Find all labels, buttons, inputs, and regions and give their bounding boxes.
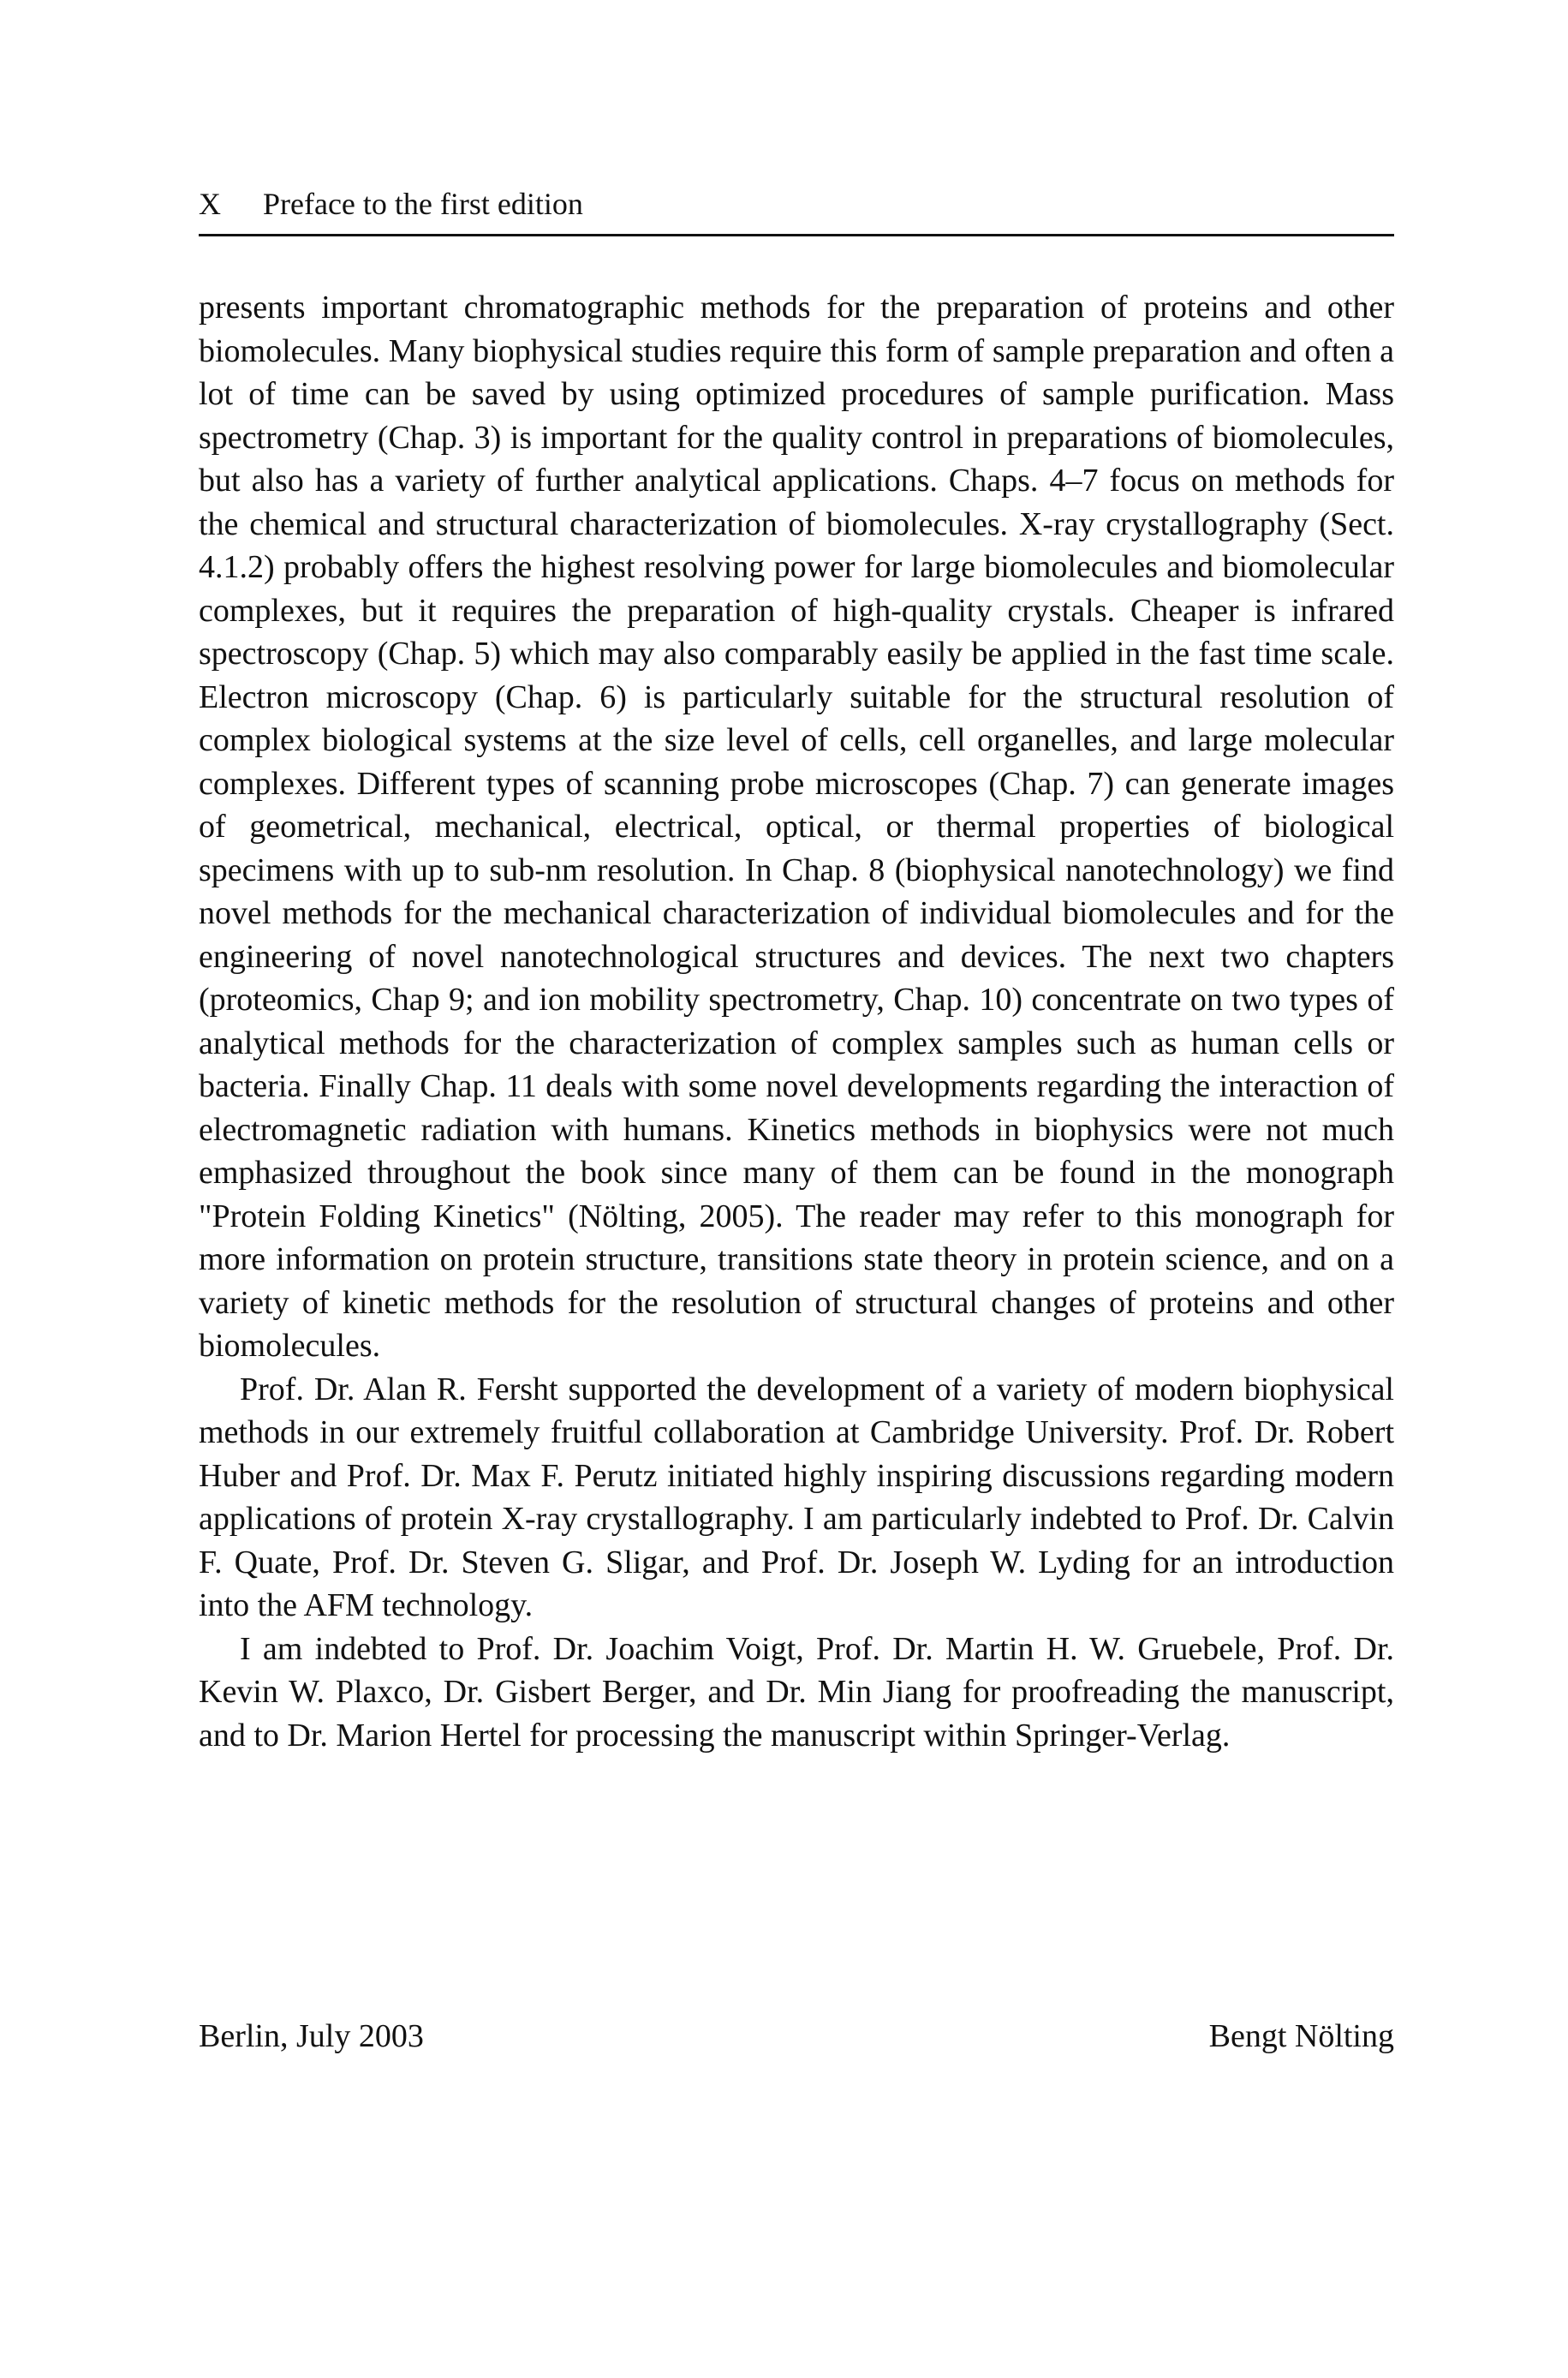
author-name: Bengt Nölting xyxy=(1208,2018,1394,2054)
signature-block xyxy=(199,2015,1394,2058)
page-number: X xyxy=(199,187,221,221)
paragraph-acknowledgments-collaborators: Prof. Dr. Alan R. Fersht supported the development of a variety of modern biophysical methods in our extremely fruitful collaboration at Cambridge University. Prof. Dr. Robert Huber and Prof. Dr. Max F. Perutz initiated highly inspiring discussions regarding modern applications of protein X-ray crystallography. I am particularly indebted to Prof. Dr. Calvin F. Quate, Prof. Dr. Steven G. Sligar, and Prof. Dr. Joseph W. Lyding for an introduction into the AFM technology. xyxy=(199,1371,1394,1623)
paragraph-methods-overview: presents important chromatographic methods for the preparation of proteins and other biomolecules. Many biophysical studies require this form of sample preparation and often a lot of time can be saved by using optimized procedures of sample purification. Mass spectrometry (Chap. 3) is important for the quality control in preparations of biomolecules, but also has a variety of further analytical applications. Chaps. 4–7 focus on methods for the chemical and structural characterization of biomolecules. X-ray crystallography (Sect. 4.1.2) probably offers the highest resolving power for large biomolecules and biomolecular complexes, but it requires the preparation of high-quality crystals. Cheaper is infrared spectroscopy (Chap. 5) which may also comparably easily be applied in the fast time scale. Electron microscopy (Chap. 6) is particularly suitable for the structural resolution of complex biological systems at the size level of cells, cell organelles, and large molecular complexes. Different types of scanning probe microscopes (Chap. 7) can generate images of geometrical, mechanical, electrical, optical, or thermal properties of biological specimens with up to sub-nm resolution. In Chap. 8 (biophysical nanotechnology) we find novel methods for the mechanical characterization of individual biomolecules and for the engineering of novel nanotechnological structures and devices. The next two chapters (proteomics, Chap 9; and ion mobility spectrometry, Chap. 10) concentrate on two types of analytical methods for the characterization of complex samples such as human cells or bacteria. Finally Chap. 11 deals with some novel developments regarding the interaction of electromagnetic radiation with humans. Kinetics methods in biophysics were not much emphasized throughout the book since many of them can be found in the monograph "Protein Folding Kinetics" (Nölting, 2005). The reader may refer to this monograph for more information on protein structure, transitions state theory in protein science, and on a variety of kinetic methods for the resolution of structural changes of proteins and other biomolecules. xyxy=(199,290,1394,1364)
paragraph-acknowledgments-proofreading: I am indebted to Prof. Dr. Joachim Voigt, Prof. Dr. Martin H. W. Gruebele, Prof. Dr. Kevin W. Plaxco, Dr. Gisbert Berger, and Dr. Min Jiang for proofreading the manuscript, and to Dr. Marion Hertel for processing the manuscript within Springer-Verlag. xyxy=(199,1630,1394,1754)
header-section-title: Preface to the first edition xyxy=(263,187,583,221)
place-date: Berlin, July 2003 xyxy=(199,2018,424,2054)
running-header xyxy=(199,183,1394,236)
preface-body xyxy=(199,286,1394,1757)
